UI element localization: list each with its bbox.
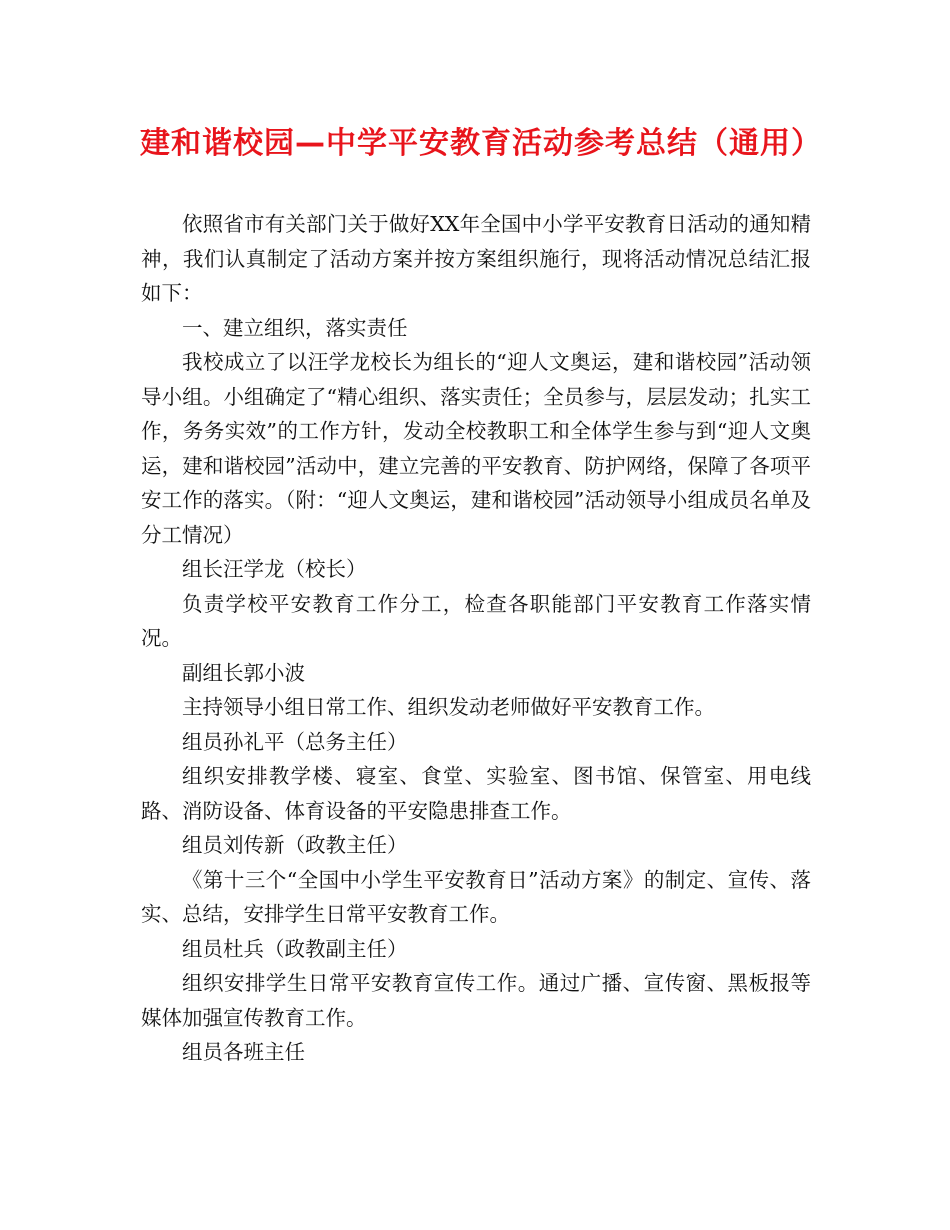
member-duty: 《第十三个“全国中小学生平安教育日”活动方案》的制定、宣传、落实、总结，安排学生日常平安教育工作。 — [141, 867, 811, 926]
member-name: 组员各班主任 — [182, 1040, 305, 1064]
section-heading: 一、建立组织，落实责任 — [182, 315, 408, 340]
member-duty: 主持领导小组日常工作、组织发动老师做好平安教育工作。 — [182, 695, 715, 719]
member-duty: 组织安排学生日常平安教育宣传工作。通过广播、宣传窗、黑板报等媒体加强宣传教育工作。 — [141, 971, 811, 1030]
document-body — [141, 207, 811, 1070]
member-name: 组员杜兵（政教副主任） — [182, 936, 408, 961]
document-title: 建和谐校园—中学平安教育活动参考总结（通用） — [140, 126, 822, 161]
paragraph: 依照省市有关部门关于做好XX年全国中小学平安教育日活动的通知精神，我们认真制定了活动方案并按方案组织施行，现将活动情况总结汇报如下： — [141, 212, 811, 305]
member-name: 组员孙礼平（总务主任） — [182, 729, 408, 754]
member-name: 组员刘传新（政教主任） — [182, 833, 408, 857]
member-duty: 负责学校平安教育工作分工，检查各职能部门平安教育工作落实情况。 — [141, 591, 811, 650]
member-name: 组长汪学龙（校长） — [182, 557, 367, 581]
member-name: 副组长郭小波 — [182, 660, 305, 685]
paragraph: 我校成立了以汪学龙校长为组长的“迎人文奥运，建和谐校园”活动领导小组。小组确定了“精心组织、落实责任；全员参与，层层发动；扎实工作，务务实效”的工作方针，发动全校教职工和全体学生参与到“迎人文奥运，建和谐校园”活动中，建立完善的平安教育、防护网络，保障了各项平安工作的落实。（附：“迎人文奥运，建和谐校园”活动领导小组成员名单及分工情况） — [141, 350, 811, 547]
member-duty: 组织安排教学楼、寝室、食堂、实验室、图书馆、保管室、用电线路、消防设备、体育设备的平安隐患排查工作。 — [141, 764, 811, 823]
